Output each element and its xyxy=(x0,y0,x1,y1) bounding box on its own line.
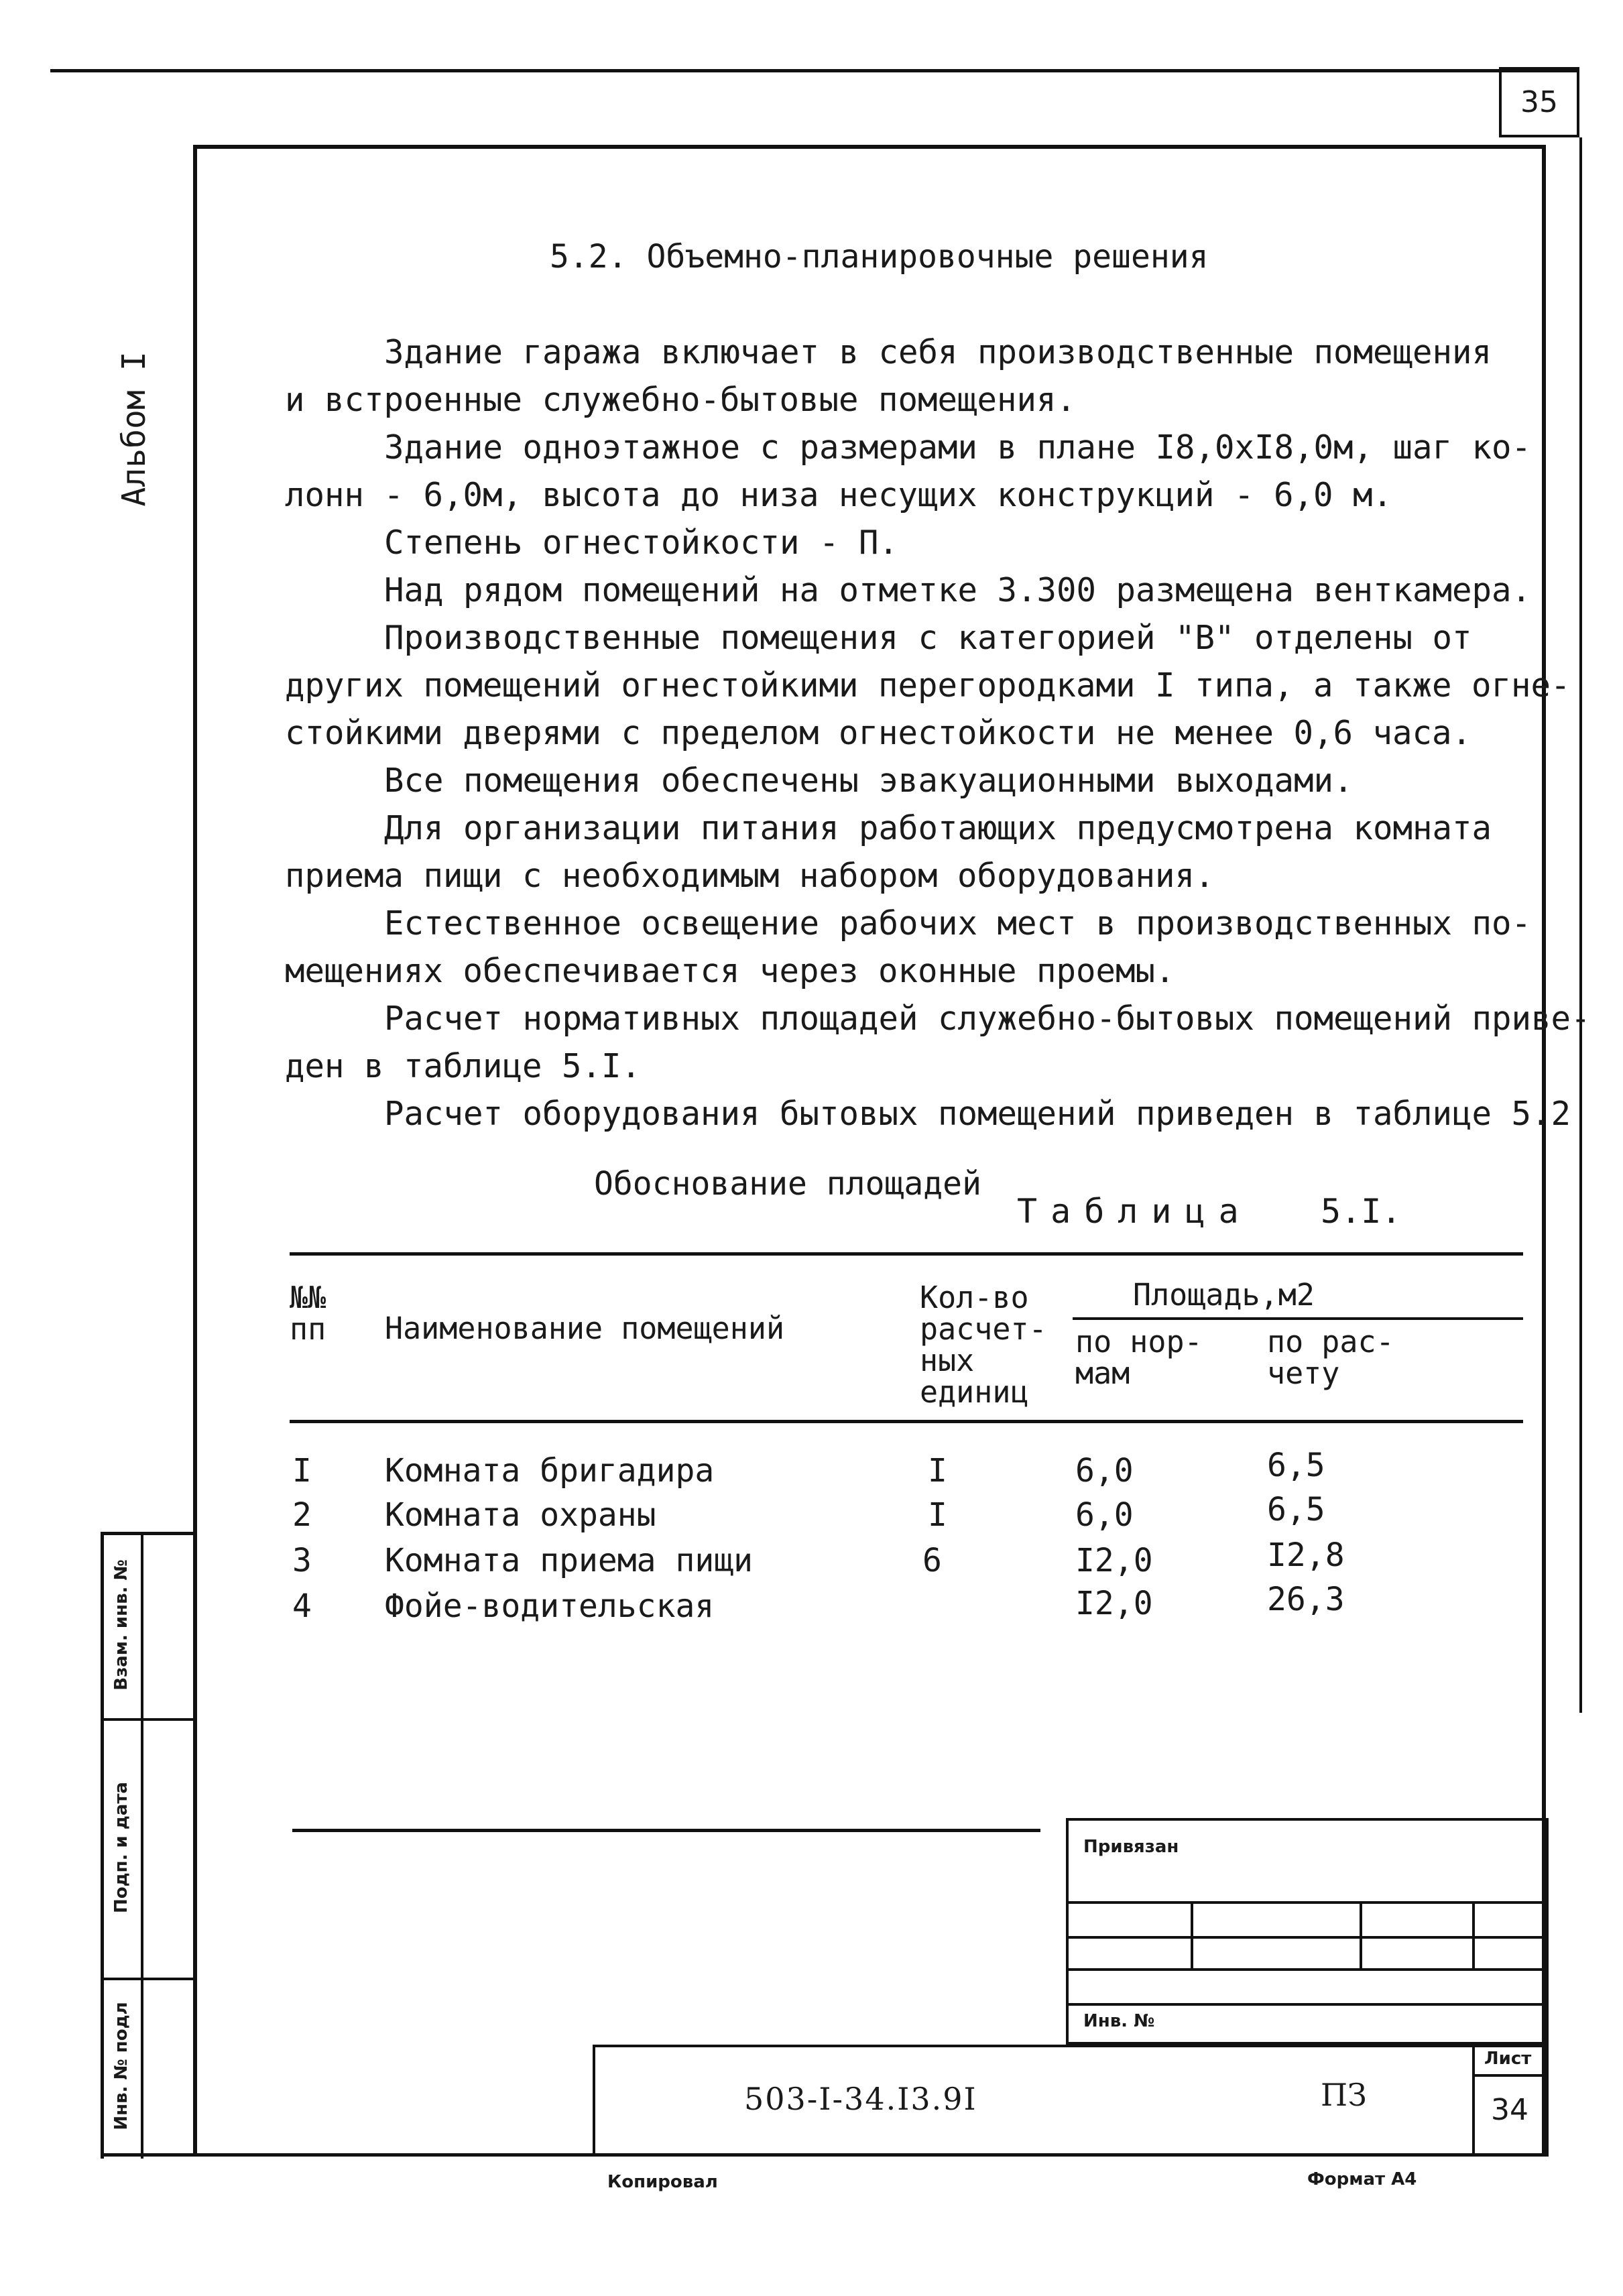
row-calc: 26,3 xyxy=(1267,1581,1345,1618)
stamp-inv-no: Инв. № xyxy=(1083,2011,1155,2031)
stamp-grid-h4 xyxy=(1066,2003,1549,2006)
page-number: 35 xyxy=(1499,67,1579,137)
paragraph-line: и встроенные служебно-бытовые помещения. xyxy=(285,381,1077,419)
row-count: I xyxy=(928,1496,947,1534)
paragraph-line: ден в таблице 5.I. xyxy=(285,1047,642,1085)
stamp-format: Формат А4 xyxy=(1307,2169,1417,2189)
side-strip-inner xyxy=(141,1532,143,2159)
paragraph-line: Здание гаража включает в себя производственные помещения xyxy=(384,333,1492,371)
paragraph-line: Для организации питания работающих предусмотрена комната xyxy=(384,809,1492,847)
paragraph-line: Расчет нормативных площадей служебно-бытовых помещений приве- xyxy=(384,1000,1591,1038)
side-strip-sign-date: Подп. и дата xyxy=(111,1782,131,1913)
paragraph xyxy=(285,566,1545,614)
stamp-doc-code: 503-I-34.I3.9I xyxy=(744,2081,977,2117)
table-top-rule xyxy=(290,1252,1523,1256)
row-name: Фойе-водительская xyxy=(385,1587,715,1625)
row-norm: I2,0 xyxy=(1075,1585,1153,1622)
paragraph-line: Естественное освещение рабочих мест в производственных по- xyxy=(384,904,1532,943)
top-rule xyxy=(50,69,1579,72)
side-strip-div-2 xyxy=(101,1978,194,1980)
stamp-linked-label: Привязан xyxy=(1083,1837,1179,1857)
side-strip-top xyxy=(101,1532,194,1535)
side-strip-inv-orig: Инв. № подл xyxy=(111,2002,131,2130)
paragraph xyxy=(285,804,1545,900)
row-count: 6 xyxy=(922,1542,942,1579)
table-number: 5.I. xyxy=(1321,1192,1402,1231)
paragraph xyxy=(285,328,1545,424)
paragraph-line: мещениях обеспечивается через оконные проемы. xyxy=(285,952,1175,990)
stamp-sheet-divider xyxy=(1472,2074,1549,2077)
paragraph-line: Все помещения обеспечены эвакуационными выходами. xyxy=(384,762,1354,800)
header-norm xyxy=(1075,1326,1203,1389)
paragraph xyxy=(285,424,1545,519)
header-name: Наименование помещений xyxy=(385,1311,785,1346)
paragraph-line: лонн - 6,0м, высота до низа несущих конструкций - 6,0 м. xyxy=(285,476,1393,514)
paragraph xyxy=(285,1090,1571,1138)
stamp-copied: Копировал xyxy=(607,2172,718,2192)
table-header-rule xyxy=(290,1420,1523,1423)
header-calc xyxy=(1267,1326,1394,1389)
section-title: 5.2. Объемно-планировочные решения xyxy=(550,238,1209,276)
row-num: I xyxy=(292,1452,312,1490)
paragraph xyxy=(285,900,1545,995)
side-strip-div-1 xyxy=(101,1718,194,1721)
row-count: I xyxy=(928,1452,947,1490)
paragraph-line: других помещений огнестойкими перегородками I типа, а также огне- xyxy=(285,666,1571,705)
row-norm: 6,0 xyxy=(1075,1496,1134,1534)
paragraph-line: Степень огнестойкости - П. xyxy=(384,524,899,562)
stamp-grid-h2 xyxy=(1066,1936,1549,1939)
row-num: 2 xyxy=(292,1496,312,1534)
stamp-sheet-label: Лист xyxy=(1484,2049,1532,2069)
stamp-grid-v3 xyxy=(1472,1901,1475,1968)
table-label: Таблица xyxy=(1017,1192,1252,1231)
paragraph xyxy=(285,757,1545,804)
stamp-left-rule xyxy=(292,1829,1040,1832)
paragraph xyxy=(285,614,1571,757)
header-calc-line: по рас- xyxy=(1267,1324,1394,1360)
header-area: Площадь,м2 xyxy=(1133,1277,1315,1313)
side-strip-outer xyxy=(101,1532,104,2159)
row-name: Комната охраны xyxy=(385,1496,656,1534)
header-norm-line: по нор- xyxy=(1075,1324,1203,1360)
row-num: 3 xyxy=(292,1542,312,1579)
stamp-grid-v2 xyxy=(1360,1901,1362,1968)
header-count-line: Кол-во xyxy=(920,1280,1029,1315)
header-num-line: №№ xyxy=(290,1280,326,1315)
paragraph-line: Над рядом помещений на отметке 3.300 размещена венткамера. xyxy=(384,571,1532,609)
header-count-line: расчет- xyxy=(920,1311,1047,1347)
album-label: Альбом I xyxy=(115,351,153,507)
paragraph-line: Здание одноэтажное с размерами в плане I8,0хI8,0м, шаг ко- xyxy=(384,428,1532,467)
row-calc: 6,5 xyxy=(1267,1447,1325,1484)
stamp-grid-h3 xyxy=(1066,1968,1549,1971)
row-name: Комната приема пищи xyxy=(385,1542,754,1579)
header-count xyxy=(920,1282,1047,1408)
paragraph xyxy=(285,995,1591,1090)
paragraph-line: Производственные помещения с категорией "В" отделены от xyxy=(384,619,1472,657)
row-name: Комната бригадира xyxy=(385,1452,715,1490)
header-num-line: пп xyxy=(290,1311,326,1347)
paragraph-line: стойкими дверями с пределом огнестойкости не менее 0,6 часа. xyxy=(285,714,1472,752)
stamp-doc-type: ПЗ xyxy=(1321,2077,1367,2113)
table-area-rule xyxy=(1073,1317,1523,1320)
paragraph-line: Расчет оборудования бытовых помещений приведен в таблице 5.2 xyxy=(384,1095,1571,1133)
stamp-grid-h1 xyxy=(1066,1901,1549,1904)
paragraph xyxy=(285,519,1545,566)
header-calc-line: чету xyxy=(1267,1355,1340,1391)
header-norm-line: мам xyxy=(1075,1355,1130,1391)
row-calc: 6,5 xyxy=(1267,1491,1325,1528)
stamp-sheet-number: 34 xyxy=(1491,2093,1528,2127)
table-title: Обоснование площадей xyxy=(594,1165,981,1203)
header-num xyxy=(290,1282,326,1345)
row-num: 4 xyxy=(292,1587,312,1625)
right-margin-line xyxy=(1579,137,1582,1713)
header-count-line: единиц xyxy=(920,1374,1029,1410)
header-count-line: ных xyxy=(920,1343,975,1378)
paragraph-line: приема пищи с необходимым набором оборудования. xyxy=(285,857,1215,895)
stamp-grid-v1 xyxy=(1191,1901,1193,1968)
row-calc: I2,8 xyxy=(1267,1536,1345,1574)
side-strip-repl-inv: Взам. инв. № xyxy=(111,1559,131,1691)
row-norm: I2,0 xyxy=(1075,1542,1153,1579)
row-norm: 6,0 xyxy=(1075,1452,1134,1490)
